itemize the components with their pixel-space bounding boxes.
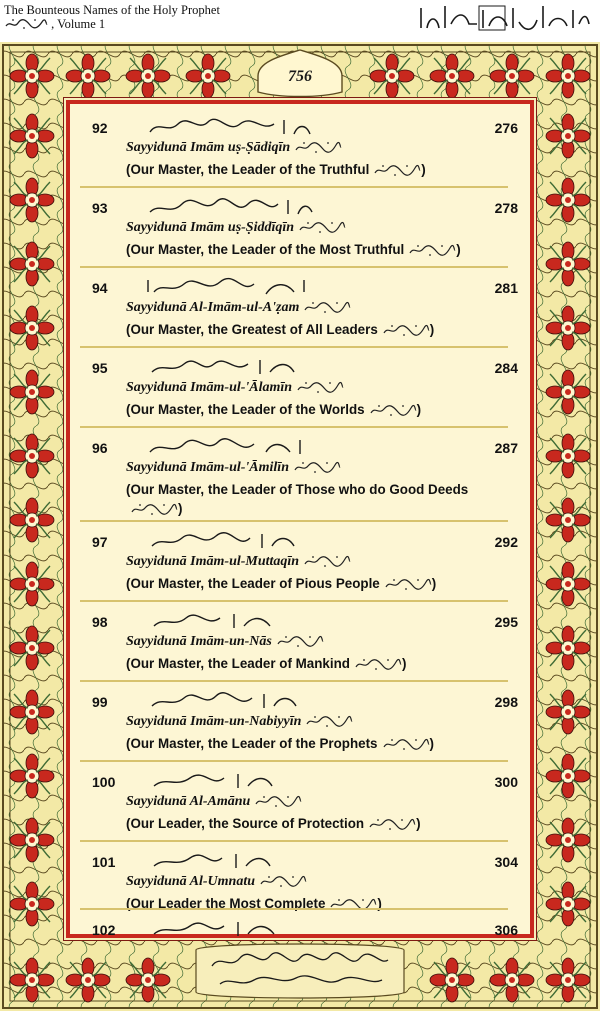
salutation-calligraphy-icon — [130, 502, 178, 516]
entry-separator — [80, 908, 508, 910]
entry-number: 100 — [92, 774, 116, 790]
entry-meaning-close: ) — [429, 736, 434, 751]
entry-meaning: (Our Master, the Leader of Those who do Good Deeds — [126, 482, 469, 497]
entry-number: 102 — [92, 922, 116, 938]
entry-meaning-line — [126, 734, 516, 753]
entry-separator — [80, 680, 508, 682]
entry-number: 98 — [92, 614, 108, 630]
entry-meaning: (Our Master, the Leader of Mankind — [126, 656, 350, 671]
salutation-calligraphy-icon — [254, 794, 302, 808]
footer-calligraphy-icon — [200, 944, 400, 996]
page-number: 756 — [288, 68, 312, 85]
entry-number: 97 — [92, 534, 108, 550]
entry-number: 101 — [92, 854, 116, 870]
salutation-calligraphy-icon — [293, 460, 341, 474]
entry-meaning: (Our Master, the Leader of the Truthful — [126, 162, 370, 177]
arabic-title-calligraphy-icon — [417, 2, 592, 34]
arabic-name-calligraphy-icon — [144, 610, 314, 632]
entry-page-reference: 278 — [494, 200, 518, 216]
entry-transliteration-line — [126, 380, 344, 396]
arabic-name-calligraphy-icon — [144, 770, 314, 792]
names-list-panel — [66, 100, 534, 938]
entry-meaning: (Our Master, the Leader of the Prophets — [126, 736, 378, 751]
entry-transliteration-line — [126, 554, 351, 570]
entry-meaning-line — [126, 160, 516, 179]
entry-transliteration-line — [126, 300, 351, 316]
entry-separator — [80, 600, 508, 602]
entry-number: 96 — [92, 440, 108, 456]
entry-page-reference: 298 — [494, 694, 518, 710]
entry-page-reference: 304 — [494, 854, 518, 870]
entry-meaning-close: ) — [416, 816, 421, 831]
entry-meaning-close: ) — [429, 322, 435, 337]
entry-transliteration: Sayyidunā Al-Amānu — [126, 794, 251, 809]
entry-page-reference: 292 — [494, 534, 518, 550]
arabic-name-calligraphy-icon — [144, 918, 314, 940]
salutation-calligraphy-icon — [296, 380, 344, 394]
salutation-calligraphy-icon — [382, 737, 430, 751]
salutation-calligraphy-icon — [303, 300, 351, 314]
entry-meaning-close: ) — [401, 656, 407, 671]
entry-meaning-close: ) — [377, 896, 382, 911]
entry-meaning: (Our Leader the Most Complete — [126, 896, 326, 911]
entry-meaning-close: ) — [456, 242, 461, 257]
entry-transliteration: Sayyidunā Imām-ul-'Ālamīn — [126, 380, 293, 395]
entry-transliteration-line — [126, 634, 324, 650]
salutation-calligraphy-icon — [373, 163, 421, 177]
salutation-calligraphy-icon — [294, 140, 342, 154]
entry-transliteration: Sayyidunā Al-Umnatu — [126, 874, 256, 889]
entry-transliteration-line — [126, 794, 302, 810]
entry-page-reference: 300 — [494, 774, 518, 790]
entry-meaning-close: ) — [178, 501, 183, 516]
entry-meaning: (Our Master, the Leader of the Worlds — [126, 402, 365, 417]
entry-meaning-line — [126, 400, 516, 419]
entry-meaning-line — [126, 320, 516, 339]
entry-page-reference: 306 — [494, 922, 518, 938]
salutation-calligraphy-icon — [354, 657, 402, 671]
salutation-calligraphy-icon — [382, 323, 430, 337]
entry-meaning-line — [126, 814, 516, 833]
arabic-name-calligraphy-icon — [144, 276, 314, 298]
entry-separator — [80, 840, 508, 842]
entry-transliteration: Sayyidunā Imām-un-Nās — [126, 634, 272, 649]
entry-meaning-line — [126, 574, 516, 593]
entry-separator — [80, 346, 508, 348]
arabic-name-calligraphy-icon — [144, 116, 314, 138]
entry-meaning: (Our Leader, the Source of Protection — [126, 816, 365, 831]
entry-page-reference: 287 — [494, 440, 518, 456]
entry-number: 93 — [92, 200, 108, 216]
book-volume-line — [4, 17, 105, 31]
entry-transliteration: Sayyidunā Imām-ul-'Āmilīn — [126, 460, 289, 475]
entry-page-reference: 284 — [494, 360, 518, 376]
entry-separator — [80, 266, 508, 268]
entry-transliteration-line — [126, 220, 346, 236]
entry-meaning-line — [126, 894, 516, 913]
salutation-calligraphy-icon — [4, 17, 48, 31]
entry-meaning-line — [126, 480, 516, 518]
arabic-name-calligraphy-icon — [144, 436, 314, 458]
entry-meaning-close: ) — [431, 576, 437, 591]
entry-separator — [80, 520, 508, 522]
salutation-calligraphy-icon — [303, 554, 351, 568]
salutation-calligraphy-icon — [276, 634, 324, 648]
book-title: The Bounteous Names of the Holy Prophet — [4, 3, 220, 17]
entry-transliteration: Sayyidunā Imām-un-Nabiyyīn — [126, 714, 302, 729]
entry-meaning-close: ) — [416, 402, 422, 417]
entry-meaning: (Our Master, the Leader of the Most Truthful — [126, 242, 405, 257]
entry-meaning: (Our Master, the Greatest of All Leaders — [126, 322, 378, 337]
entry-page-reference: 281 — [494, 280, 518, 296]
entry-separator — [80, 186, 508, 188]
entry-meaning-line — [126, 654, 516, 673]
salutation-calligraphy-icon — [408, 243, 456, 257]
entry-number: 95 — [92, 360, 108, 376]
entry-transliteration-line — [126, 714, 353, 730]
entry-separator — [80, 760, 508, 762]
salutation-calligraphy-icon — [384, 577, 432, 591]
salutation-calligraphy-icon — [369, 403, 417, 417]
entry-transliteration: Sayyidunā Imām uṣ-Ṣiddīqīn — [126, 220, 295, 235]
page-header — [0, 0, 600, 42]
entry-page-reference: 295 — [494, 614, 518, 630]
salutation-calligraphy-icon — [298, 220, 346, 234]
entry-transliteration-line — [126, 874, 307, 890]
book-volume: , Volume 1 — [51, 17, 106, 31]
entry-page-reference: 276 — [494, 120, 518, 136]
arabic-name-calligraphy-icon — [144, 196, 314, 218]
entry-number: 99 — [92, 694, 108, 710]
arabic-name-calligraphy-icon — [144, 530, 314, 552]
salutation-calligraphy-icon — [259, 874, 307, 888]
entry-meaning: (Our Master, the Leader of Pious People — [126, 576, 380, 591]
entry-transliteration: Sayyidunā Imām-ul-Muttaqīn — [126, 554, 300, 569]
entry-number: 94 — [92, 280, 108, 296]
entry-number: 92 — [92, 120, 108, 136]
entry-meaning-close: ) — [421, 162, 426, 177]
arabic-name-calligraphy-icon — [144, 690, 314, 712]
salutation-calligraphy-icon — [305, 714, 353, 728]
entry-meaning-line — [126, 240, 516, 259]
arabic-name-calligraphy-icon — [144, 356, 314, 378]
entry-transliteration-line — [126, 460, 341, 476]
entry-transliteration: Sayyidunā Imām uṣ-Ṣādiqīn — [126, 140, 291, 155]
entry-transliteration: Sayyidunā Al-Imām-ul-A'ẓam — [126, 300, 300, 315]
salutation-calligraphy-icon — [368, 817, 416, 831]
arabic-name-calligraphy-icon — [144, 850, 314, 872]
entry-transliteration-line — [126, 140, 342, 156]
entry-separator — [80, 426, 508, 428]
